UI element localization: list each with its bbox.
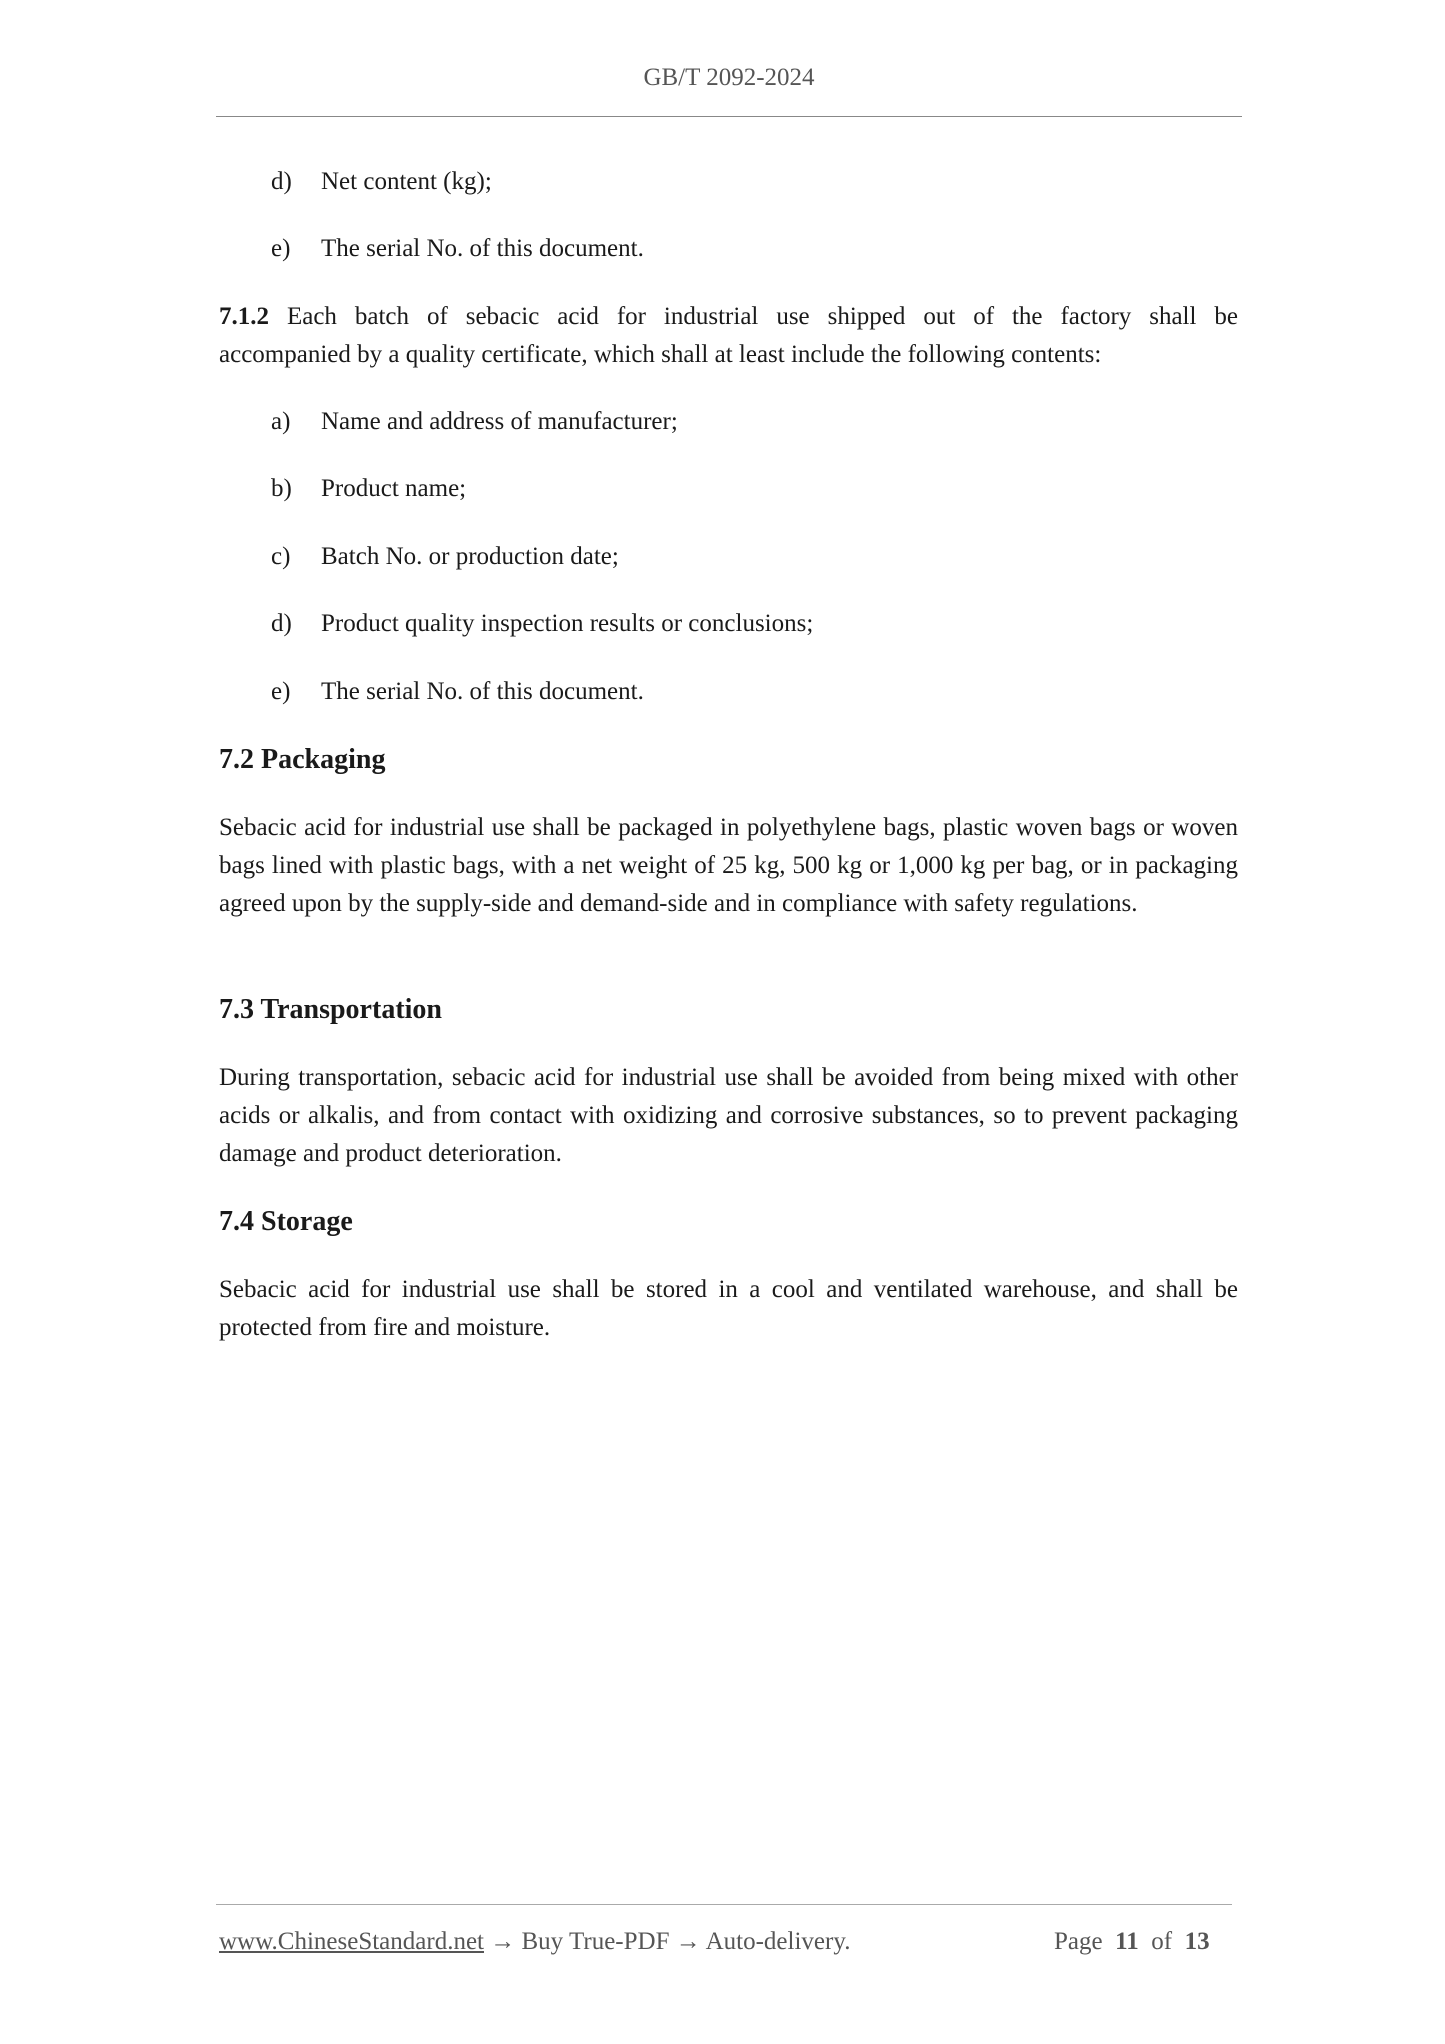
of-label: of: [1151, 1928, 1173, 1955]
page-total: 13: [1184, 1928, 1210, 1955]
arrow-icon: →: [490, 1928, 516, 1955]
list-text: Net content (kg);: [321, 168, 492, 195]
list-item: [271, 163, 492, 201]
list-marker: e): [271, 678, 291, 705]
list-marker: c): [271, 543, 291, 570]
delivery-text: Auto-delivery.: [705, 1928, 851, 1955]
section-heading-transportation: 7.3 Transportation: [219, 994, 442, 1025]
arrow-icon: →: [675, 1928, 701, 1955]
section-heading-packaging: 7.2 Packaging: [219, 744, 386, 775]
section-body-storage: Sebacic acid for industrial use shall be stored in a cool and ventilated warehouse, and shall be protected from fire and moisture.: [219, 1276, 1238, 1341]
list-text: Product name;: [321, 475, 467, 502]
buy-text: Buy True-PDF: [521, 1928, 670, 1955]
footer-promo: [219, 1928, 850, 1956]
page-label: Page: [1054, 1928, 1103, 1955]
list-text: Batch No. or production date;: [321, 543, 619, 570]
list-marker: a): [271, 408, 291, 435]
page-indicator: [1054, 1928, 1210, 1956]
header-divider: [216, 116, 1242, 117]
list-item: [271, 538, 619, 576]
list-marker: b): [271, 475, 292, 502]
list-marker: d): [271, 610, 292, 637]
list-text: The serial No. of this document.: [321, 678, 644, 705]
list-item: [271, 230, 644, 268]
page-number: 11: [1115, 1928, 1139, 1955]
site-link[interactable]: www.ChineseStandard.net: [219, 1928, 484, 1955]
clause-7-1-2-line2: accompanied by a quality certificate, which shall at least include the following contents:: [219, 341, 1102, 368]
list-text: Name and address of manufacturer;: [321, 408, 678, 435]
list-marker: e): [271, 235, 291, 262]
section-heading-storage: 7.4 Storage: [219, 1206, 353, 1237]
list-text: The serial No. of this document.: [321, 235, 644, 262]
clause-number: 7.1.2: [219, 303, 269, 330]
document-code-header: GB/T 2092-2024: [643, 64, 815, 91]
clause-text: Each batch of sebacic acid for industrial use shipped out of the factory shall be: [286, 303, 1238, 330]
section-body-transportation: During transportation, sebacic acid for industrial use shall be avoided from being mixed with other acids or alkalis, and from contact with oxidizing and corrosive substances, so to prevent packaging damage and product deterioration.: [219, 1064, 1238, 1167]
list-item: [271, 403, 678, 441]
section-body-packaging: Sebacic acid for industrial use shall be packaged in polyethylene bags, plastic woven bags or woven bags lined with plastic bags, with a net weight of 25 kg, 500 kg or 1,000 kg per bag, or in packaging agreed upon by the supply-side and demand-side and in compliance with safety regulations.: [219, 814, 1238, 917]
list-marker: d): [271, 168, 292, 195]
list-item: [271, 673, 644, 711]
list-item: [271, 605, 813, 643]
footer-divider: [216, 1904, 1232, 1905]
list-text: Product quality inspection results or conclusions;: [321, 610, 814, 637]
list-item: [271, 470, 466, 508]
clause-7-1-2-line1: [219, 298, 1238, 336]
